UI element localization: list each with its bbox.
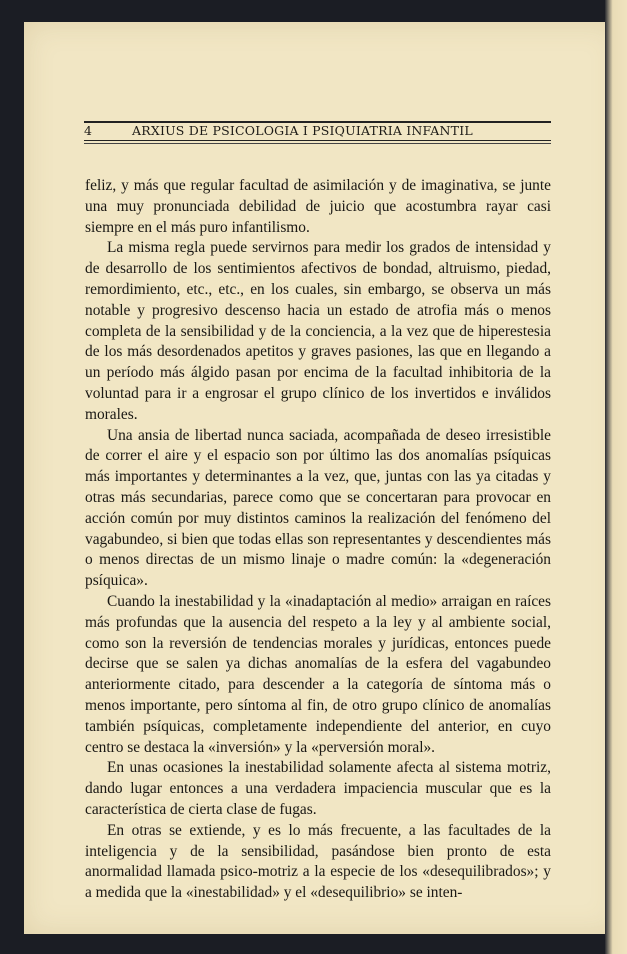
- paragraph: En otras se extiende, y es lo más frecuente, a las facultades de la inteligencia y de la sensibilidad, pasándose bien pronto de esta anormalidad llamada psico-motriz a la especie de los «desequilibrados»; y a medida que la «inestabilidad» y el «desequilibrio» se inten-: [85, 821, 551, 902]
- running-title: ARXIUS DE PSICOLOGIA I PSIQUIATRIA INFANTIL: [132, 123, 473, 138]
- header-rule-bottom: [84, 140, 551, 141]
- page-header: [84, 123, 551, 138]
- paragraph: Una ansia de libertad nunca saciada, acompañada de deseo irresistible de correr el aire y el espacio son por último las dos anomalías psíquicas más importantes y determinantes a la vez, que, juntas con las ya citadas y otras más secundarias, parece como que se concertaran para provocar en acción común por muy distintos caminos la realización del fenómeno del vagabundeo, si bien que todas ellas son representantes y descendientes más o menos directas de un mismo linaje o madre común: la «degeneración psíquica».: [85, 426, 551, 590]
- paragraph: La misma regla puede servirnos para medir los grados de intensidad y de desarrollo de los sentimientos afectivos de bondad, altruismo, piedad, remordimiento, etc., etc., en los cuales, sin embargo, se observa un más notable y progresivo descenso hacia un estado de atrofia más o menos completa de la sensibilidad y de la conciencia, a la vez que de hiperestesia de los más desordenados apetitos y graves pasiones, las que en llegando a un período más álgido pasan por encima de la facultad inhibitoria de la voluntad para ir a engrosar el grupo clínico de los invertidos e inválidos morales.: [85, 239, 551, 423]
- body-text: [85, 176, 551, 904]
- paragraph: En unas ocasiones la inestabilidad solamente afecta al sistema motriz, dando lugar entonces a una verdadera impaciencia muscular que es la característica de cierta clase de fugas.: [85, 759, 551, 818]
- paragraph: feliz, y más que regular facultad de asimilación y de imaginativa, se junte una muy pronunciada debilidad de juicio que acostumbra rayar casi siempre en el más puro infantilismo.: [85, 177, 551, 236]
- page-number: 4: [84, 123, 92, 138]
- paragraph: Cuando la inestabilidad y la «inadaptación al medio» arraigan en raíces más profundas que la ausencia del respeto a la ley y al ambiente social, como son la reversión de tendencias morales y jurídicas, entonces puede decirse que se salen ya dichas anomalías de la esfera del vagabundeo anteriormente citado, para descender a la categoría de síntoma más o menos importante, pero síntoma al fin, de otro grupo clínico de anomalías también psíquicas, completamente independiente del anterior, en cuyo centro se destaca la «inversión» y la «perversión moral».: [85, 592, 551, 756]
- next-page-edge: [605, 0, 627, 954]
- header-rule-bottom-thin: [84, 143, 551, 144]
